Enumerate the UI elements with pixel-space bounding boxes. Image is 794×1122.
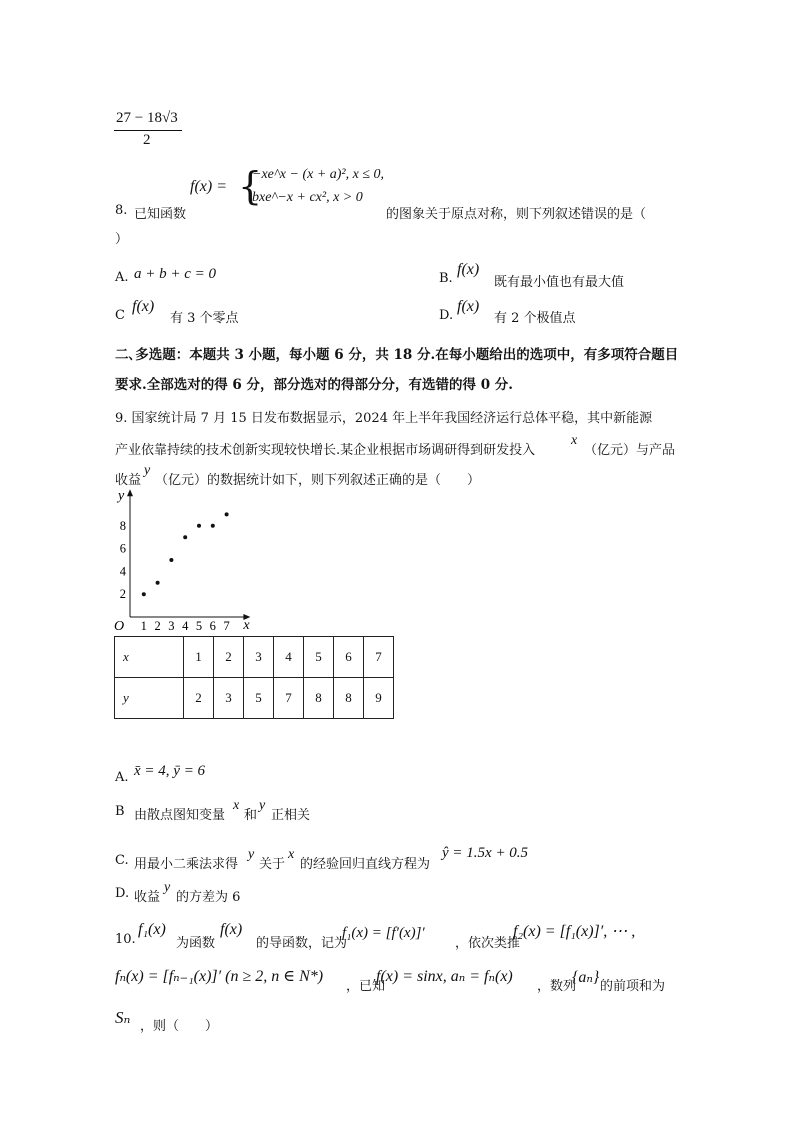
x-tick-label: 6: [209, 619, 216, 633]
q10-number: 10.: [115, 932, 136, 947]
q9-line2-x: x: [571, 433, 578, 448]
q9-line3-a: 收益: [115, 473, 142, 488]
y-axis-arrow: [127, 489, 133, 496]
table-header-x: x: [115, 637, 184, 678]
table-cell: 9: [364, 678, 394, 719]
table-cell: 3: [244, 637, 274, 678]
q8-option-c-label: C: [115, 308, 125, 323]
q8-suffix: 的图象关于原点对称，则下列叙述错误的是（: [386, 207, 647, 222]
table-cell: 4: [274, 637, 304, 678]
section2-line2: 要求.全部选对的得 6 分，部分选对的得部分分，有选错的得 0 分.: [115, 377, 513, 393]
scatter-point: [142, 592, 146, 596]
table-cell: 1: [184, 637, 214, 678]
q8-prefix: 已知函数: [134, 207, 187, 222]
q10-f1: f₁(x): [138, 921, 166, 938]
q8-option-c-text: 有 3 个零点: [170, 311, 239, 326]
table-cell: 5: [244, 678, 274, 719]
y-tick-label: 6: [119, 541, 126, 556]
x-tick-label: 1: [140, 619, 147, 633]
section2-line1: 二､多选题：本题共 3 小题，每小题 6 分，共 18 分.在每小题给出的选项中，有多项符合题目: [115, 347, 679, 363]
y-tick-label: 8: [119, 518, 126, 533]
q10-fx: f(x): [220, 921, 243, 938]
top-fraction-numerator: 27 − 18√3: [116, 110, 178, 126]
top-fraction-denominator: 2: [143, 132, 151, 148]
q9-option-b-x: x: [233, 798, 240, 813]
q9-option-a-label: A.: [115, 770, 129, 785]
q9-option-b-text-3: 正相关: [271, 808, 311, 823]
table-cell: 8: [304, 678, 334, 719]
y-tick-label: 2: [119, 587, 126, 602]
q10-text-6: 的前项和为: [600, 979, 666, 994]
scatter-point: [211, 524, 215, 528]
q9-line1: 9. 国家统计局 7 月 15 日发布数据显示，2024 年上半年我国经济运行总体平稳，其中新能源: [115, 411, 653, 426]
table-cell: 7: [274, 678, 304, 719]
table-cell: 6: [334, 637, 364, 678]
q9-option-c-text-3: 的经验回归直线方程为: [300, 857, 431, 872]
table-row-x: [115, 637, 394, 678]
q8-option-d-fx: f(x): [457, 298, 480, 315]
q8-option-b-fx: f(x): [457, 261, 480, 278]
q10-text-4: ，已知: [346, 979, 386, 994]
scatter-point: [156, 581, 160, 585]
x-axis-label: x: [243, 618, 250, 633]
q10-text-3: ，依次类推: [455, 936, 521, 951]
q9-option-c-x: x: [288, 847, 295, 862]
x-tick-label: 5: [195, 619, 203, 633]
table-cell: 3: [214, 678, 244, 719]
q8-option-b-label: B.: [439, 271, 453, 286]
q10-text-2: 的导函数，记为: [256, 936, 348, 951]
data-table: [114, 636, 394, 719]
q8-number: 8.: [115, 203, 128, 218]
q9-option-b-text-1: 由散点图知变量: [134, 808, 226, 823]
q10-eq1: f₁(x) = [f′(x)]′: [342, 925, 425, 941]
x-tick-label: 4: [182, 619, 189, 633]
table-cell: 7: [364, 637, 394, 678]
q9-option-d-text-2: 的方差为 6: [176, 890, 241, 905]
q8-close: ）: [115, 232, 129, 247]
x-tick-label: 2: [154, 619, 161, 633]
q9-line3-y: y: [144, 463, 151, 478]
q9-line2-a: 产业依靠持续的技术创新实现较快增长.某企业根据市场调研得到研发投入: [115, 443, 536, 458]
q9-option-c-text-1: 用最小二乘法求得: [134, 857, 239, 872]
q8-option-a-label: A.: [115, 270, 129, 285]
q9-option-d-label: D.: [115, 886, 130, 901]
q8-option-d-label: D.: [439, 308, 454, 323]
scatter-point: [225, 512, 229, 516]
table-cell: 2: [184, 678, 214, 719]
y-tick-label: 4: [119, 564, 126, 579]
q8-option-a-text: a + b + c = 0: [134, 266, 217, 282]
q9-line2-b: （亿元）与产品: [584, 443, 676, 458]
q8-case1: −xe^x − (x + a)², x ≤ 0,: [252, 167, 385, 182]
q9-option-a-text: x̄ = 4, ȳ = 6: [134, 763, 206, 779]
q10-text-7: ，则（ ）: [140, 1019, 219, 1034]
origin-label: O: [114, 619, 125, 634]
q9-option-c-y: y: [248, 847, 255, 862]
x-tick-label: 3: [168, 619, 175, 633]
scatter-point: [183, 535, 187, 539]
table-row-y: [115, 678, 394, 719]
top-fraction-bar: [114, 130, 182, 131]
q9-option-c-equation: ŷ = 1.5x + 0.5: [442, 845, 529, 861]
q10-eq2: f₂(x) = [f₁(x)]′, ⋯ ,: [513, 923, 636, 940]
q9-option-b-label: B: [115, 804, 125, 819]
q10-sequence: {aₙ}: [572, 969, 600, 986]
q10-sn: Sₙ: [115, 1008, 131, 1027]
q8-option-b-text: 既有最小值也有最大值: [494, 275, 625, 290]
q10-fn-recursion: fₙ(x) = [fₙ₋₁(x)]′ (n ≥ 2, n ∈ N*): [115, 968, 324, 985]
table-cell: 2: [214, 637, 244, 678]
q9-option-c-text-2: 关于: [259, 857, 286, 872]
q8-brace: {: [238, 164, 263, 208]
table-header-y: y: [115, 678, 184, 719]
q8-option-c-fx: f(x): [132, 298, 155, 315]
q10-given: f(x) = sinx, aₙ = fₙ(x): [376, 968, 513, 985]
q8-fx: f(x) =: [190, 178, 227, 195]
y-axis-label: y: [118, 488, 125, 504]
q10-text-5: ，数列: [537, 979, 577, 994]
table-cell: 8: [334, 678, 364, 719]
table-cell: 5: [304, 637, 334, 678]
q9-option-d-text-1: 收益: [134, 890, 161, 905]
scatter-point: [197, 524, 201, 528]
q10-text-1: 为函数: [176, 936, 216, 951]
q8-option-d-text: 有 2 个极值点: [494, 311, 576, 326]
q9-option-d-y: y: [164, 880, 171, 895]
scatter-plot: [108, 485, 268, 635]
scatter-point: [169, 558, 173, 562]
q9-option-c-label: C.: [115, 853, 129, 868]
q9-option-b-text-2: 和: [244, 808, 258, 823]
q9-option-b-y: y: [259, 798, 266, 813]
q8-case2: bxe^−x + cx², x > 0: [252, 190, 363, 205]
x-tick-label: 7: [223, 619, 230, 633]
q9-line3-b: （亿元）的数据统计如下，则下列叙述正确的是（ ）: [155, 473, 481, 488]
